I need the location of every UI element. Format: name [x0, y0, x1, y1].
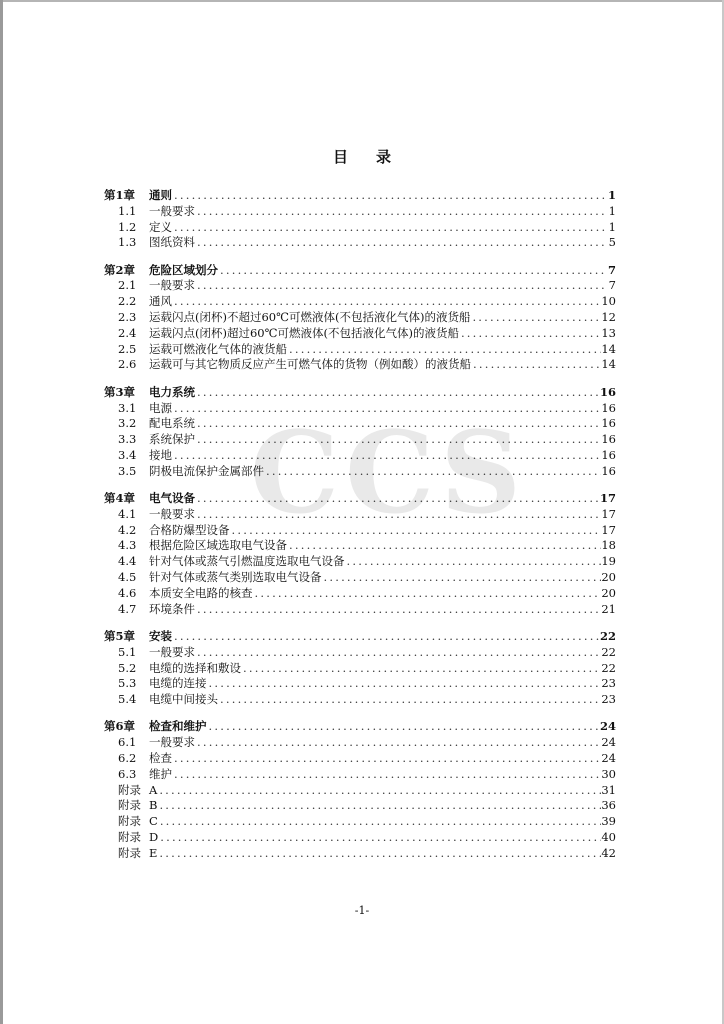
- toc-entry-page: 23: [601, 676, 616, 691]
- toc-section-entry[interactable]: [104, 204, 616, 220]
- toc-section-entry[interactable]: [104, 661, 616, 677]
- toc-entry-title: 阴极电流保护金属部件: [149, 463, 264, 478]
- dot-leader: [195, 602, 601, 618]
- dot-leader: [157, 846, 601, 862]
- toc-section-entry[interactable]: [104, 645, 616, 661]
- toc-entry-page: 16: [601, 447, 616, 462]
- toc-entry-page: 20: [601, 585, 616, 600]
- dot-leader: [195, 507, 601, 523]
- toc-entry-title: 针对气体或蒸气类别选取电气设备: [149, 570, 322, 585]
- toc-section-entry[interactable]: [104, 464, 616, 480]
- toc-entry-page: 13: [601, 325, 616, 340]
- toc-entry-number: 3.2: [118, 416, 137, 431]
- toc-entry-number: 4.5: [118, 570, 137, 585]
- toc-entry-title: C: [149, 814, 158, 829]
- toc-entry-title: 合格防爆型设备: [149, 522, 230, 537]
- dot-leader: [172, 401, 601, 417]
- toc-chapter-3[interactable]: [104, 385, 616, 401]
- toc-chapter-5[interactable]: [104, 629, 616, 645]
- toc-entry-number: 3.5: [118, 463, 137, 478]
- toc-entry-page: 16: [601, 432, 616, 447]
- toc-entry-page: 40: [601, 829, 616, 844]
- toc-section-entry[interactable]: [104, 570, 616, 586]
- toc-entry-title: 图纸资料: [149, 235, 195, 250]
- toc-entry-title: E: [149, 845, 158, 860]
- toc-entry-title: 针对气体或蒸气引燃温度选取电气设备: [149, 554, 345, 569]
- toc-entry-title: 通风: [149, 294, 172, 309]
- toc-entry-number: 4.2: [118, 522, 137, 537]
- toc-section-entry[interactable]: [104, 798, 616, 814]
- toc-entry-title: 配电系统: [149, 416, 195, 431]
- page-number-footer: -1-: [354, 904, 370, 917]
- toc-entry-number: 5.2: [118, 660, 137, 675]
- toc-entry-page: 30: [601, 766, 616, 781]
- toc-entry-title: 维护: [149, 766, 172, 781]
- toc-entry-number: 6.3: [118, 766, 137, 781]
- toc-entry-page: 24: [601, 751, 616, 765]
- toc-chapter-block: [104, 385, 616, 480]
- toc-entry-title: D: [149, 829, 159, 844]
- toc-entry-page: 31: [601, 782, 616, 797]
- toc-entry-page: 36: [601, 798, 616, 813]
- dot-leader: [195, 491, 600, 507]
- table-of-contents: [104, 188, 616, 873]
- dot-leader: [172, 294, 601, 310]
- dot-leader: [158, 830, 601, 846]
- toc-entry-page: 14: [601, 341, 616, 356]
- toc-title: 目录: [332, 148, 419, 166]
- toc-entry-number: 6.1: [118, 735, 137, 750]
- dot-leader: [287, 538, 601, 554]
- toc-entry-number: 1.3: [118, 235, 137, 250]
- dot-leader: [218, 692, 601, 708]
- dot-leader: [172, 448, 601, 464]
- toc-section-entry[interactable]: [104, 357, 616, 373]
- toc-section-entry[interactable]: [104, 735, 616, 751]
- toc-section-entry[interactable]: [104, 767, 616, 783]
- toc-entry-number: 4.7: [118, 601, 137, 616]
- toc-section-entry[interactable]: [104, 326, 616, 342]
- toc-section-entry[interactable]: [104, 830, 616, 846]
- dot-leader: [195, 204, 606, 220]
- toc-entry-number: 2.4: [118, 325, 137, 340]
- toc-section-entry[interactable]: [104, 416, 616, 432]
- toc-entry-page: 1: [607, 188, 616, 202]
- toc-entry-title: 运载闪点(闭杯)不超过60℃可燃液体(不包括液化气体)的液货船: [149, 310, 471, 325]
- toc-section-entry[interactable]: [104, 751, 616, 767]
- toc-entry-title: 一般要求: [149, 203, 195, 218]
- dot-leader: [218, 263, 606, 279]
- toc-section-entry[interactable]: [104, 401, 616, 417]
- toc-entry-page: 24: [599, 719, 616, 734]
- toc-entry-page: 7: [608, 278, 616, 293]
- toc-entry-title: 电气设备: [149, 491, 195, 506]
- toc-entry-title: A: [149, 782, 158, 797]
- toc-entry-page: 12: [601, 310, 616, 325]
- toc-entry-page: 23: [601, 692, 616, 707]
- dot-leader: [459, 326, 601, 342]
- toc-entry-title: 运载闪点(闭杯)超过60℃可燃液体(不包括液化气体)的液货船: [149, 325, 459, 340]
- dot-leader: [241, 661, 601, 677]
- dot-leader: [172, 188, 606, 204]
- toc-entry-page: 5: [608, 235, 616, 250]
- toc-entry-title: 系统保护: [149, 432, 195, 447]
- dot-leader: [207, 676, 602, 692]
- toc-entry-page: 39: [601, 814, 616, 829]
- toc-entry-page: 1: [608, 203, 616, 218]
- toc-entry-title: 危险区域划分: [149, 262, 218, 277]
- dot-leader: [322, 570, 602, 586]
- toc-section-entry[interactable]: [104, 554, 616, 570]
- toc-entry-title: 电源: [149, 400, 172, 415]
- dot-leader: [172, 220, 606, 236]
- toc-entry-number: 5.1: [118, 644, 137, 659]
- dot-leader: [471, 357, 601, 373]
- toc-entry-page: 16: [599, 384, 616, 399]
- dot-leader: [253, 586, 602, 602]
- toc-section-entry[interactable]: [104, 602, 616, 618]
- dot-leader: [172, 751, 601, 767]
- toc-entry-number: 4.4: [118, 554, 137, 569]
- toc-entry-number: 3.3: [118, 432, 137, 447]
- toc-chapter-block: [104, 629, 616, 708]
- toc-entry-number: 第4章: [104, 491, 136, 506]
- toc-entry-number: 1.2: [118, 219, 137, 234]
- toc-entry-number: 4.3: [118, 538, 137, 553]
- dot-leader: [157, 783, 601, 799]
- toc-section-entry[interactable]: [104, 342, 616, 358]
- toc-entry-number: 2.2: [118, 294, 137, 309]
- toc-entry-page: 16: [601, 416, 616, 431]
- dot-leader: [195, 235, 606, 251]
- dot-leader: [158, 814, 602, 830]
- toc-entry-title: 安装: [149, 628, 172, 643]
- toc-section-entry[interactable]: [104, 783, 616, 799]
- toc-section-entry[interactable]: [104, 507, 616, 523]
- toc-entry-title: 通则: [149, 188, 172, 202]
- toc-entry-number: 1.1: [118, 203, 137, 218]
- toc-entry-title: 一般要求: [149, 735, 195, 750]
- toc-chapter-2[interactable]: [104, 263, 616, 279]
- dot-leader: [195, 416, 601, 432]
- toc-entry-title: 根据危险区域选取电气设备: [149, 538, 287, 553]
- dot-leader: [195, 385, 600, 401]
- toc-entry-number: 附录: [118, 814, 141, 829]
- toc-section-entry[interactable]: [104, 432, 616, 448]
- toc-entry-number: 第5章: [104, 628, 136, 643]
- dot-leader: [195, 645, 601, 661]
- toc-entry-number: 2.6: [118, 357, 137, 372]
- toc-chapter-block: [104, 188, 616, 251]
- toc-chapter-block: [104, 719, 616, 861]
- toc-entry-number: 2.3: [118, 310, 137, 325]
- dot-leader: [264, 464, 601, 480]
- dot-leader: [157, 798, 601, 814]
- toc-entry-title: 一般要求: [149, 278, 195, 293]
- toc-entry-page: 17: [601, 506, 616, 521]
- toc-entry-number: 2.5: [118, 341, 137, 356]
- toc-entry-number: 附录: [118, 782, 141, 797]
- toc-section-entry[interactable]: [104, 310, 616, 326]
- toc-entry-page: 16: [601, 400, 616, 415]
- toc-entry-number: 5.4: [118, 692, 137, 707]
- toc-entry-page: 18: [601, 538, 616, 553]
- toc-section-entry[interactable]: [104, 846, 616, 862]
- toc-entry-number: 第3章: [104, 384, 136, 399]
- toc-entry-number: 3.1: [118, 400, 137, 415]
- toc-section-entry[interactable]: [104, 814, 616, 830]
- toc-entry-title: 本质安全电路的核查: [149, 585, 253, 600]
- toc-entry-title: 电缆中间接头: [149, 692, 218, 707]
- toc-entry-number: 第6章: [104, 719, 136, 734]
- toc-entry-title: 环境条件: [149, 601, 195, 616]
- toc-entry-number: 2.1: [118, 278, 137, 293]
- toc-chapter-1[interactable]: [104, 188, 616, 204]
- toc-entry-title: 一般要求: [149, 506, 195, 521]
- toc-entry-title: 运载可与其它物质反应产生可燃气体的货物（例如酸）的液货船: [149, 357, 471, 372]
- toc-entry-page: 22: [599, 628, 616, 643]
- toc-entry-title: 电力系统: [149, 384, 195, 399]
- toc-entry-title: 电缆的连接: [149, 676, 207, 691]
- page-top-edge: [0, 0, 724, 2]
- toc-entry-number: 附录: [118, 829, 141, 844]
- toc-entry-number: 第1章: [104, 188, 136, 202]
- toc-entry-page: 7: [607, 262, 616, 277]
- toc-entry-number: 附录: [118, 798, 141, 813]
- toc-entry-page: 16: [601, 463, 616, 478]
- toc-entry-title: 电缆的选择和敷设: [149, 660, 241, 675]
- toc-entry-page: 42: [601, 845, 616, 860]
- toc-section-entry[interactable]: [104, 235, 616, 251]
- toc-entry-page: 21: [601, 601, 616, 616]
- toc-entry-number: 6.2: [118, 751, 137, 765]
- toc-section-entry[interactable]: [104, 676, 616, 692]
- toc-entry-page: 17: [601, 522, 616, 537]
- dot-leader: [207, 719, 600, 735]
- dot-leader: [172, 629, 600, 645]
- toc-entry-number: 第2章: [104, 262, 136, 277]
- dot-leader: [470, 310, 601, 326]
- dot-leader: [195, 735, 601, 751]
- toc-entry-page: 1: [608, 219, 616, 234]
- toc-chapter-6[interactable]: [104, 719, 616, 735]
- toc-entry-page: 17: [599, 491, 616, 506]
- toc-entry-page: 22: [601, 660, 616, 675]
- toc-entry-page: 20: [601, 570, 616, 585]
- toc-entry-number: 附录: [118, 845, 141, 860]
- toc-section-entry[interactable]: [104, 523, 616, 539]
- toc-section-entry[interactable]: [104, 294, 616, 310]
- toc-entry-title: 运载可燃液化气体的液货船: [149, 341, 287, 356]
- toc-entry-title: B: [149, 798, 158, 813]
- toc-chapter-block: [104, 263, 616, 374]
- toc-entry-title: 检查: [149, 751, 172, 765]
- toc-entry-number: 4.1: [118, 506, 137, 521]
- toc-entry-page: 24: [601, 735, 616, 750]
- toc-section-entry[interactable]: [104, 220, 616, 236]
- dot-leader: [230, 523, 602, 539]
- dot-leader: [195, 432, 601, 448]
- dot-leader: [345, 554, 602, 570]
- toc-entry-page: 14: [601, 357, 616, 372]
- toc-entry-title: 定义: [149, 219, 172, 234]
- toc-entry-title: 接地: [149, 447, 172, 462]
- ccs-watermark: CCS: [250, 408, 528, 539]
- toc-section-entry[interactable]: [104, 586, 616, 602]
- toc-section-entry[interactable]: [104, 448, 616, 464]
- toc-entry-number: 4.6: [118, 585, 137, 600]
- toc-chapter-4[interactable]: [104, 491, 616, 507]
- toc-entry-title: 检查和维护: [149, 719, 207, 734]
- toc-section-entry[interactable]: [104, 538, 616, 554]
- toc-section-entry[interactable]: [104, 278, 616, 294]
- toc-entry-page: 22: [601, 644, 616, 659]
- toc-entry-page: 19: [601, 554, 616, 569]
- toc-section-entry[interactable]: [104, 692, 616, 708]
- toc-entry-title: 一般要求: [149, 644, 195, 659]
- dot-leader: [287, 342, 601, 358]
- toc-chapter-block: [104, 491, 616, 617]
- toc-entry-page: 10: [601, 294, 616, 309]
- toc-entry-number: 3.4: [118, 447, 137, 462]
- dot-leader: [172, 767, 601, 783]
- toc-entry-number: 5.3: [118, 676, 137, 691]
- dot-leader: [195, 278, 606, 294]
